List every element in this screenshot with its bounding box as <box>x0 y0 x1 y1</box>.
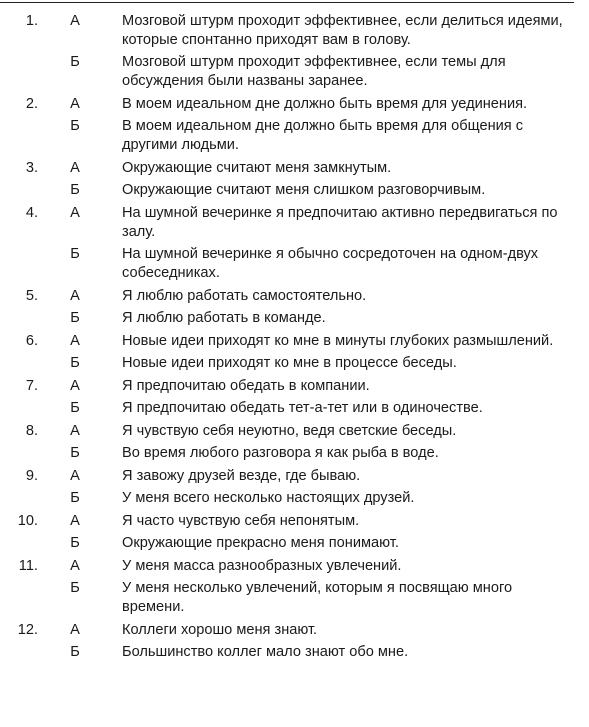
option-letter: Б <box>70 54 80 70</box>
questionnaire-table <box>0 12 580 664</box>
option-text: Я люблю работать в команде. <box>122 310 326 326</box>
option-text: На шумной вечеринке я обычно сосредоточен на одном-двух собеседниках. <box>122 246 539 281</box>
option-letter: Б <box>70 580 80 596</box>
option-letter: А <box>70 558 80 574</box>
question-number-empty <box>0 114 38 157</box>
option-letter: Б <box>70 246 80 262</box>
question-row <box>0 555 580 576</box>
option-text: У меня несколько увлечений, которым я посвящаю много времени. <box>122 580 513 615</box>
option-letter: А <box>70 205 80 221</box>
question-row <box>0 93 580 114</box>
option-text: Коллеги хорошо меня знают. <box>122 622 318 638</box>
question-row <box>0 157 580 178</box>
question-row <box>0 510 580 531</box>
question-row <box>0 50 580 93</box>
option-letter: А <box>70 13 80 29</box>
question-row <box>0 486 580 510</box>
option-text: Я часто чувствую себя непонятым. <box>122 513 360 529</box>
option-letter: А <box>70 378 80 394</box>
option-text: Окружающие считают меня слишком разговорчивым. <box>122 182 486 198</box>
question-row <box>0 531 580 555</box>
question-number: 6. <box>25 333 38 349</box>
option-letter: А <box>70 96 80 112</box>
option-text: На шумной вечеринке я предпочитаю активно передвигаться по залу. <box>122 205 558 240</box>
question-number-empty <box>0 640 38 664</box>
option-letter: Б <box>70 535 80 551</box>
option-text: Мозговой штурм проходит эффективнее, если темы для обсуждения были названы заранее. <box>122 54 506 89</box>
option-letter: А <box>70 423 80 439</box>
option-letter: А <box>70 160 80 176</box>
option-text: Мозговой штурм проходит эффективнее, если делиться идеями, которые спонтанно приходят вам в голову. <box>122 13 563 48</box>
option-letter: Б <box>70 445 80 461</box>
option-letter: А <box>70 288 80 304</box>
question-number: 5. <box>25 288 38 304</box>
question-row <box>0 619 580 640</box>
option-letter: А <box>70 622 80 638</box>
option-text: У меня масса разнообразных увлечений. <box>122 558 402 574</box>
option-text: Новые идеи приходят ко мне в процессе беседы. <box>122 355 457 371</box>
question-number-empty <box>0 351 38 375</box>
question-number: 2. <box>25 96 38 112</box>
option-text: Я чувствую себя неуютно, ведя светские беседы. <box>122 423 457 439</box>
question-number: 3. <box>25 160 38 176</box>
question-row <box>0 242 580 285</box>
question-number: 1. <box>25 13 38 29</box>
option-letter: Б <box>70 310 80 326</box>
question-number-empty <box>0 396 38 420</box>
option-text: Большинство коллег мало знают обо мне. <box>122 644 409 660</box>
question-number-empty <box>0 178 38 202</box>
question-number: 8. <box>25 423 38 439</box>
option-text: Я люблю работать самостоятельно. <box>122 288 367 304</box>
question-row <box>0 420 580 441</box>
question-row <box>0 285 580 306</box>
question-number-empty <box>0 441 38 465</box>
option-text: В моем идеальном дне должно быть время для уединения. <box>122 96 528 112</box>
question-row <box>0 330 580 351</box>
option-letter: Б <box>70 400 80 416</box>
top-rule <box>0 2 574 3</box>
option-text: Окружающие прекрасно меня понимают. <box>122 535 399 551</box>
question-row <box>0 202 580 242</box>
question-number: 9. <box>25 468 38 484</box>
option-letter: А <box>70 333 80 349</box>
question-row <box>0 441 580 465</box>
option-text: Я предпочитаю обедать тет-а-тет или в одиночестве. <box>122 400 483 416</box>
option-letter: А <box>70 468 80 484</box>
option-text: Во время любого разговора я как рыба в воде. <box>122 445 439 461</box>
option-letter: Б <box>70 490 80 506</box>
question-number: 12. <box>17 622 38 638</box>
option-text: Я предпочитаю обедать в компании. <box>122 378 370 394</box>
question-number-empty <box>0 306 38 330</box>
question-row <box>0 396 580 420</box>
option-letter: А <box>70 513 80 529</box>
option-text: Новые идеи приходят ко мне в минуты глубоких размышлений. <box>122 333 554 349</box>
question-row <box>0 351 580 375</box>
question-row <box>0 576 580 619</box>
option-letter: Б <box>70 355 80 371</box>
option-text: В моем идеальном дне должно быть время для общения с другими людьми. <box>122 118 524 153</box>
question-number: 4. <box>25 205 38 221</box>
question-row <box>0 306 580 330</box>
option-text: Я завожу друзей везде, где бываю. <box>122 468 361 484</box>
question-number-empty <box>0 242 38 285</box>
question-number-empty <box>0 486 38 510</box>
question-row <box>0 640 580 664</box>
option-letter: Б <box>70 118 80 134</box>
question-row <box>0 178 580 202</box>
question-number: 11. <box>18 558 38 574</box>
option-text: У меня всего несколько настоящих друзей. <box>122 490 415 506</box>
question-number: 10. <box>17 513 38 529</box>
question-row <box>0 375 580 396</box>
option-text: Окружающие считают меня замкнутым. <box>122 160 392 176</box>
option-letter: Б <box>70 644 80 660</box>
questionnaire-body <box>0 12 580 664</box>
question-row <box>0 12 580 50</box>
option-letter: Б <box>70 182 80 198</box>
question-number-empty <box>0 531 38 555</box>
question-number-empty <box>0 50 38 93</box>
question-row <box>0 465 580 486</box>
question-number: 7. <box>25 378 38 394</box>
question-row <box>0 114 580 157</box>
question-number-empty <box>0 576 38 619</box>
